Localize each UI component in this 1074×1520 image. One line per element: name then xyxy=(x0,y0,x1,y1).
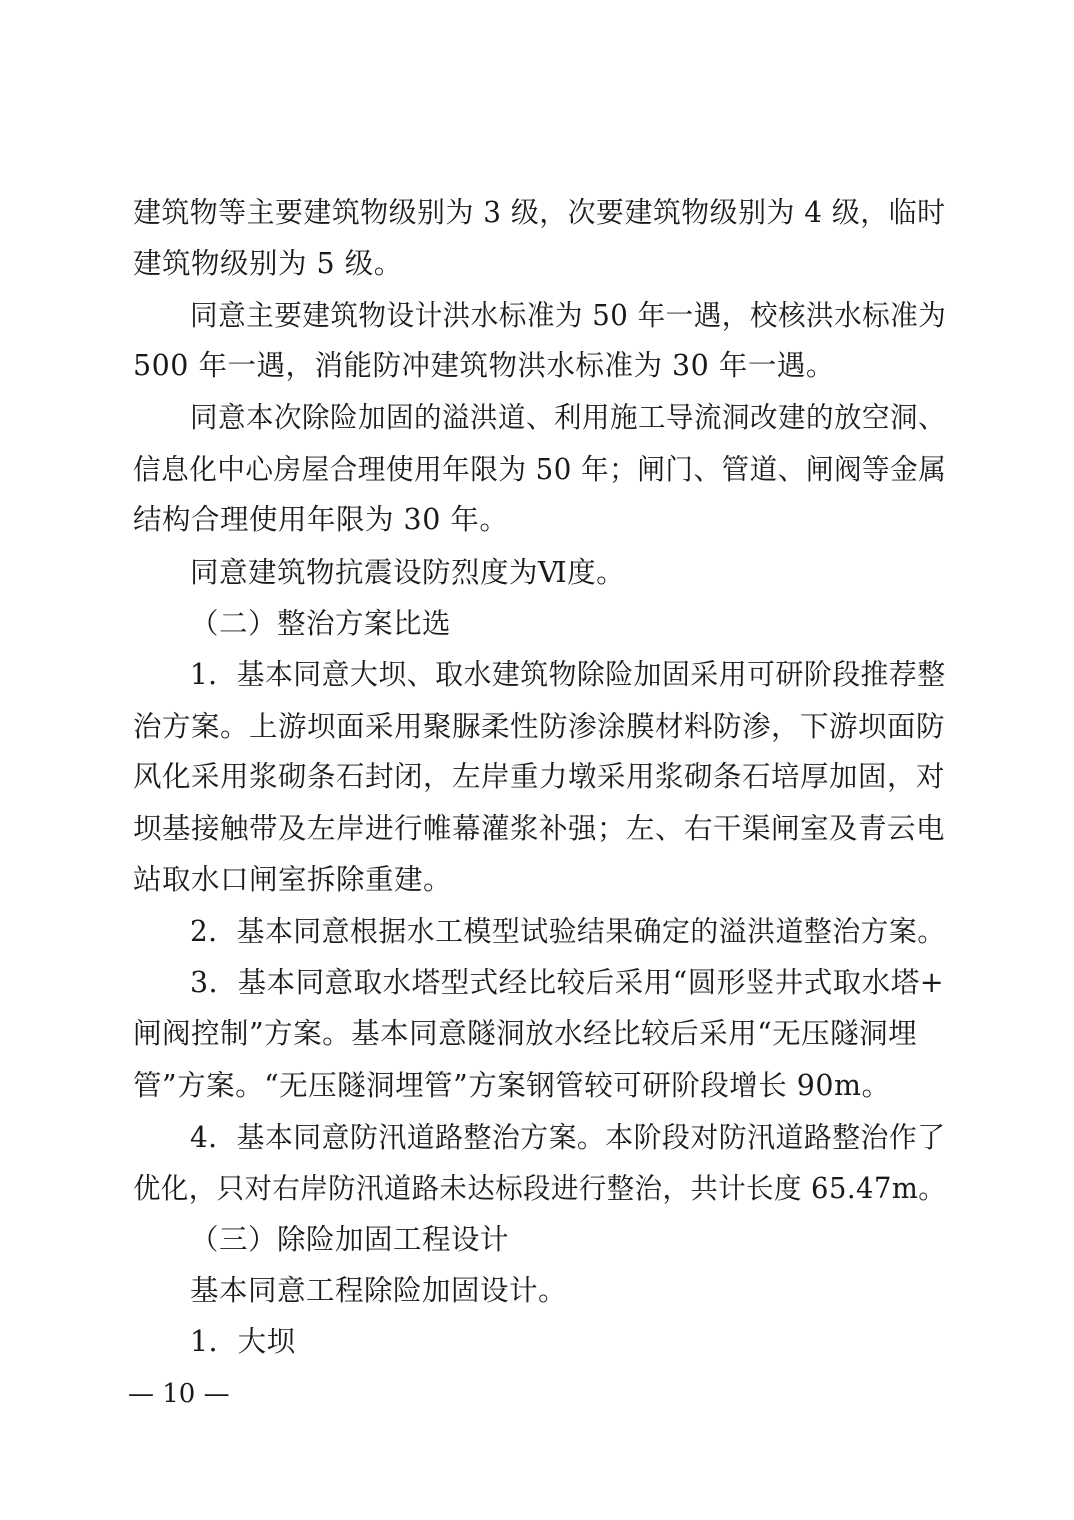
body-line: 500 年一遇，消能防冲建筑物洪水标准为 30 年一遇。 xyxy=(133,349,835,382)
body-line: 同意本次除险加固的溢洪道、利用施工导流洞改建的放空洞、 xyxy=(190,401,947,434)
body-line: 2．基本同意根据水工模型试验结果确定的溢洪道整治方案。 xyxy=(190,915,946,948)
body-line: 结构合理使用年限为 30 年。 xyxy=(133,503,509,536)
body-line: 信息化中心房屋合理使用年限为 50 年；闸门、管道、闸阀等金属 xyxy=(133,453,947,486)
body-line: 1．基本同意大坝、取水建筑物除险加固采用可研阶段推荐整 xyxy=(190,658,946,691)
body-line: 同意建筑物抗震设防烈度为Ⅵ度。 xyxy=(190,556,626,589)
page-number: — 10 — xyxy=(128,1379,230,1409)
body-line: 基本同意工程除险加固设计。 xyxy=(190,1274,568,1307)
body-line: 建筑物等主要建筑物级别为 3 级，次要建筑物级别为 4 级，临时 xyxy=(133,196,946,229)
body-line: 站取水口闸室拆除重建。 xyxy=(133,863,453,896)
body-line: 治方案。上游坝面采用聚脲柔性防渗涂膜材料防渗，下游坝面防 xyxy=(133,710,946,743)
body-line: 风化采用浆砌条石封闭，左岸重力墩采用浆砌条石培厚加固，对 xyxy=(133,760,946,793)
section-heading: （二）整治方案比选 xyxy=(190,607,452,640)
body-line: 同意主要建筑物设计洪水标准为 50 年一遇，校核洪水标准为 xyxy=(190,299,947,332)
body-line: 优化，只对右岸防汛道路未达标段进行整治，共计长度 65.47m。 xyxy=(133,1172,947,1205)
body-line: 坝基接触带及左岸进行帷幕灌浆补强；左、右干渠闸室及青云电 xyxy=(133,812,946,845)
body-line: 1．大坝 xyxy=(190,1325,296,1358)
body-line: 管”方案。“无压隧洞埋管”方案钢管较可研阶段增长 90m。 xyxy=(133,1069,891,1102)
body-line: 闸阀控制”方案。基本同意隧洞放水经比较后采用“无压隧洞埋 xyxy=(133,1017,918,1050)
body-line: 3．基本同意取水塔型式经比较后采用“圆形竖井式取水塔+ xyxy=(190,966,945,999)
body-line: 4．基本同意防汛道路整治方案。本阶段对防汛道路整治作了 xyxy=(190,1121,946,1154)
section-heading: （三）除险加固工程设计 xyxy=(190,1223,510,1256)
body-line: 建筑物级别为 5 级。 xyxy=(133,247,403,280)
